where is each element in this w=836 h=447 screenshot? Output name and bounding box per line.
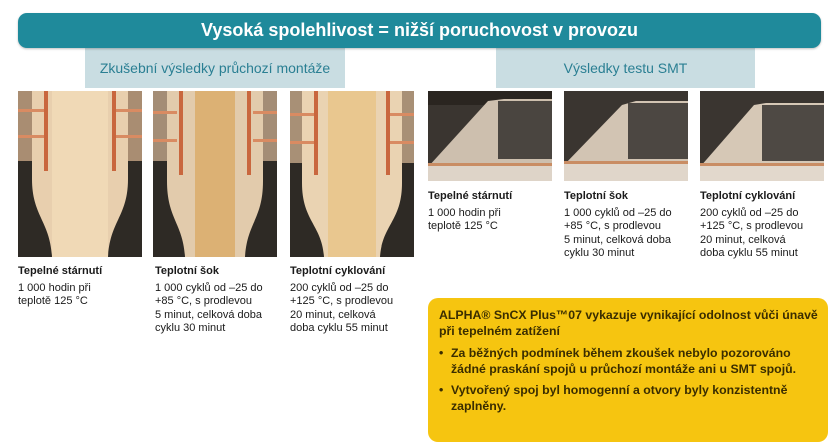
caption-body: 1 000 hodin při teplotě 125 °C (18, 281, 91, 307)
bullet-icon: • (439, 383, 444, 397)
page-title: Vysoká spolehlivost = nižší poruchovost v provozu (18, 13, 821, 48)
smt-thermal-cycling-photo (700, 91, 824, 181)
section-header-smt: Výsledky testu SMT (496, 48, 755, 88)
caption-heading: Teplotní šok (564, 190, 628, 202)
smt-caption-thermal-aging (428, 190, 560, 234)
smt-thermal-aging-photo (428, 91, 552, 181)
callout-bullet-item (439, 345, 818, 377)
bullet-icon: • (439, 346, 444, 360)
caption-heading: Tepelné stárnutí (18, 265, 103, 277)
tht-thermal-shock-photo (153, 91, 277, 257)
tht-caption-thermal-cycling (290, 265, 422, 336)
caption-body: 1 000 hodin při teplotě 125 °C (428, 206, 501, 232)
callout-bullet-item (439, 382, 818, 414)
caption-heading: Teplotní šok (155, 265, 219, 277)
conclusion-callout (428, 298, 828, 442)
smt-caption-thermal-cycling (700, 190, 832, 261)
callout-bullet-text: Za běžných podmínek během zkoušek nebylo pozorováno žádné praskání spojů u průchozí montáže ani u SMT spojů. (451, 346, 797, 376)
smt-thermal-shock-photo (564, 91, 688, 181)
smt-caption-thermal-shock (564, 190, 696, 261)
caption-body: 1 000 cyklů od –25 do +85 °C, s prodlevou 5 minut, celková doba cyklu 30 minut (564, 206, 672, 259)
caption-body: 1 000 cyklů od –25 do +85 °C, s prodlevou 5 minut, celková doba cyklu 30 minut (155, 281, 263, 334)
caption-heading: Tepelné stárnutí (428, 190, 513, 202)
section-header-through-hole: Zkušební výsledky průchozí montáže (85, 48, 345, 88)
tht-caption-thermal-aging (18, 265, 150, 309)
callout-bullet-text: Vytvořený spoj byl homogenní a otvory byly konzistentně zaplněny. (451, 383, 788, 413)
callout-bullet-list (439, 345, 818, 414)
tht-thermal-cycling-photo (290, 91, 414, 257)
caption-heading: Teplotní cyklování (700, 190, 796, 202)
tht-thermal-aging-photo (18, 91, 142, 257)
tht-caption-thermal-shock (155, 265, 287, 336)
caption-heading: Teplotní cyklování (290, 265, 386, 277)
callout-intro: ALPHA® SnCX Plus™07 vykazuje vynikající odolnost vůči únavě při tepelném zatížení (439, 308, 818, 338)
caption-body: 200 cyklů od –25 do +125 °C, s prodlevou 20 minut, celková doba cyklu 55 minut (290, 281, 394, 334)
caption-body: 200 cyklů od –25 do +125 °C, s prodlevou 20 minut, celková doba cyklu 55 minut (700, 206, 804, 259)
